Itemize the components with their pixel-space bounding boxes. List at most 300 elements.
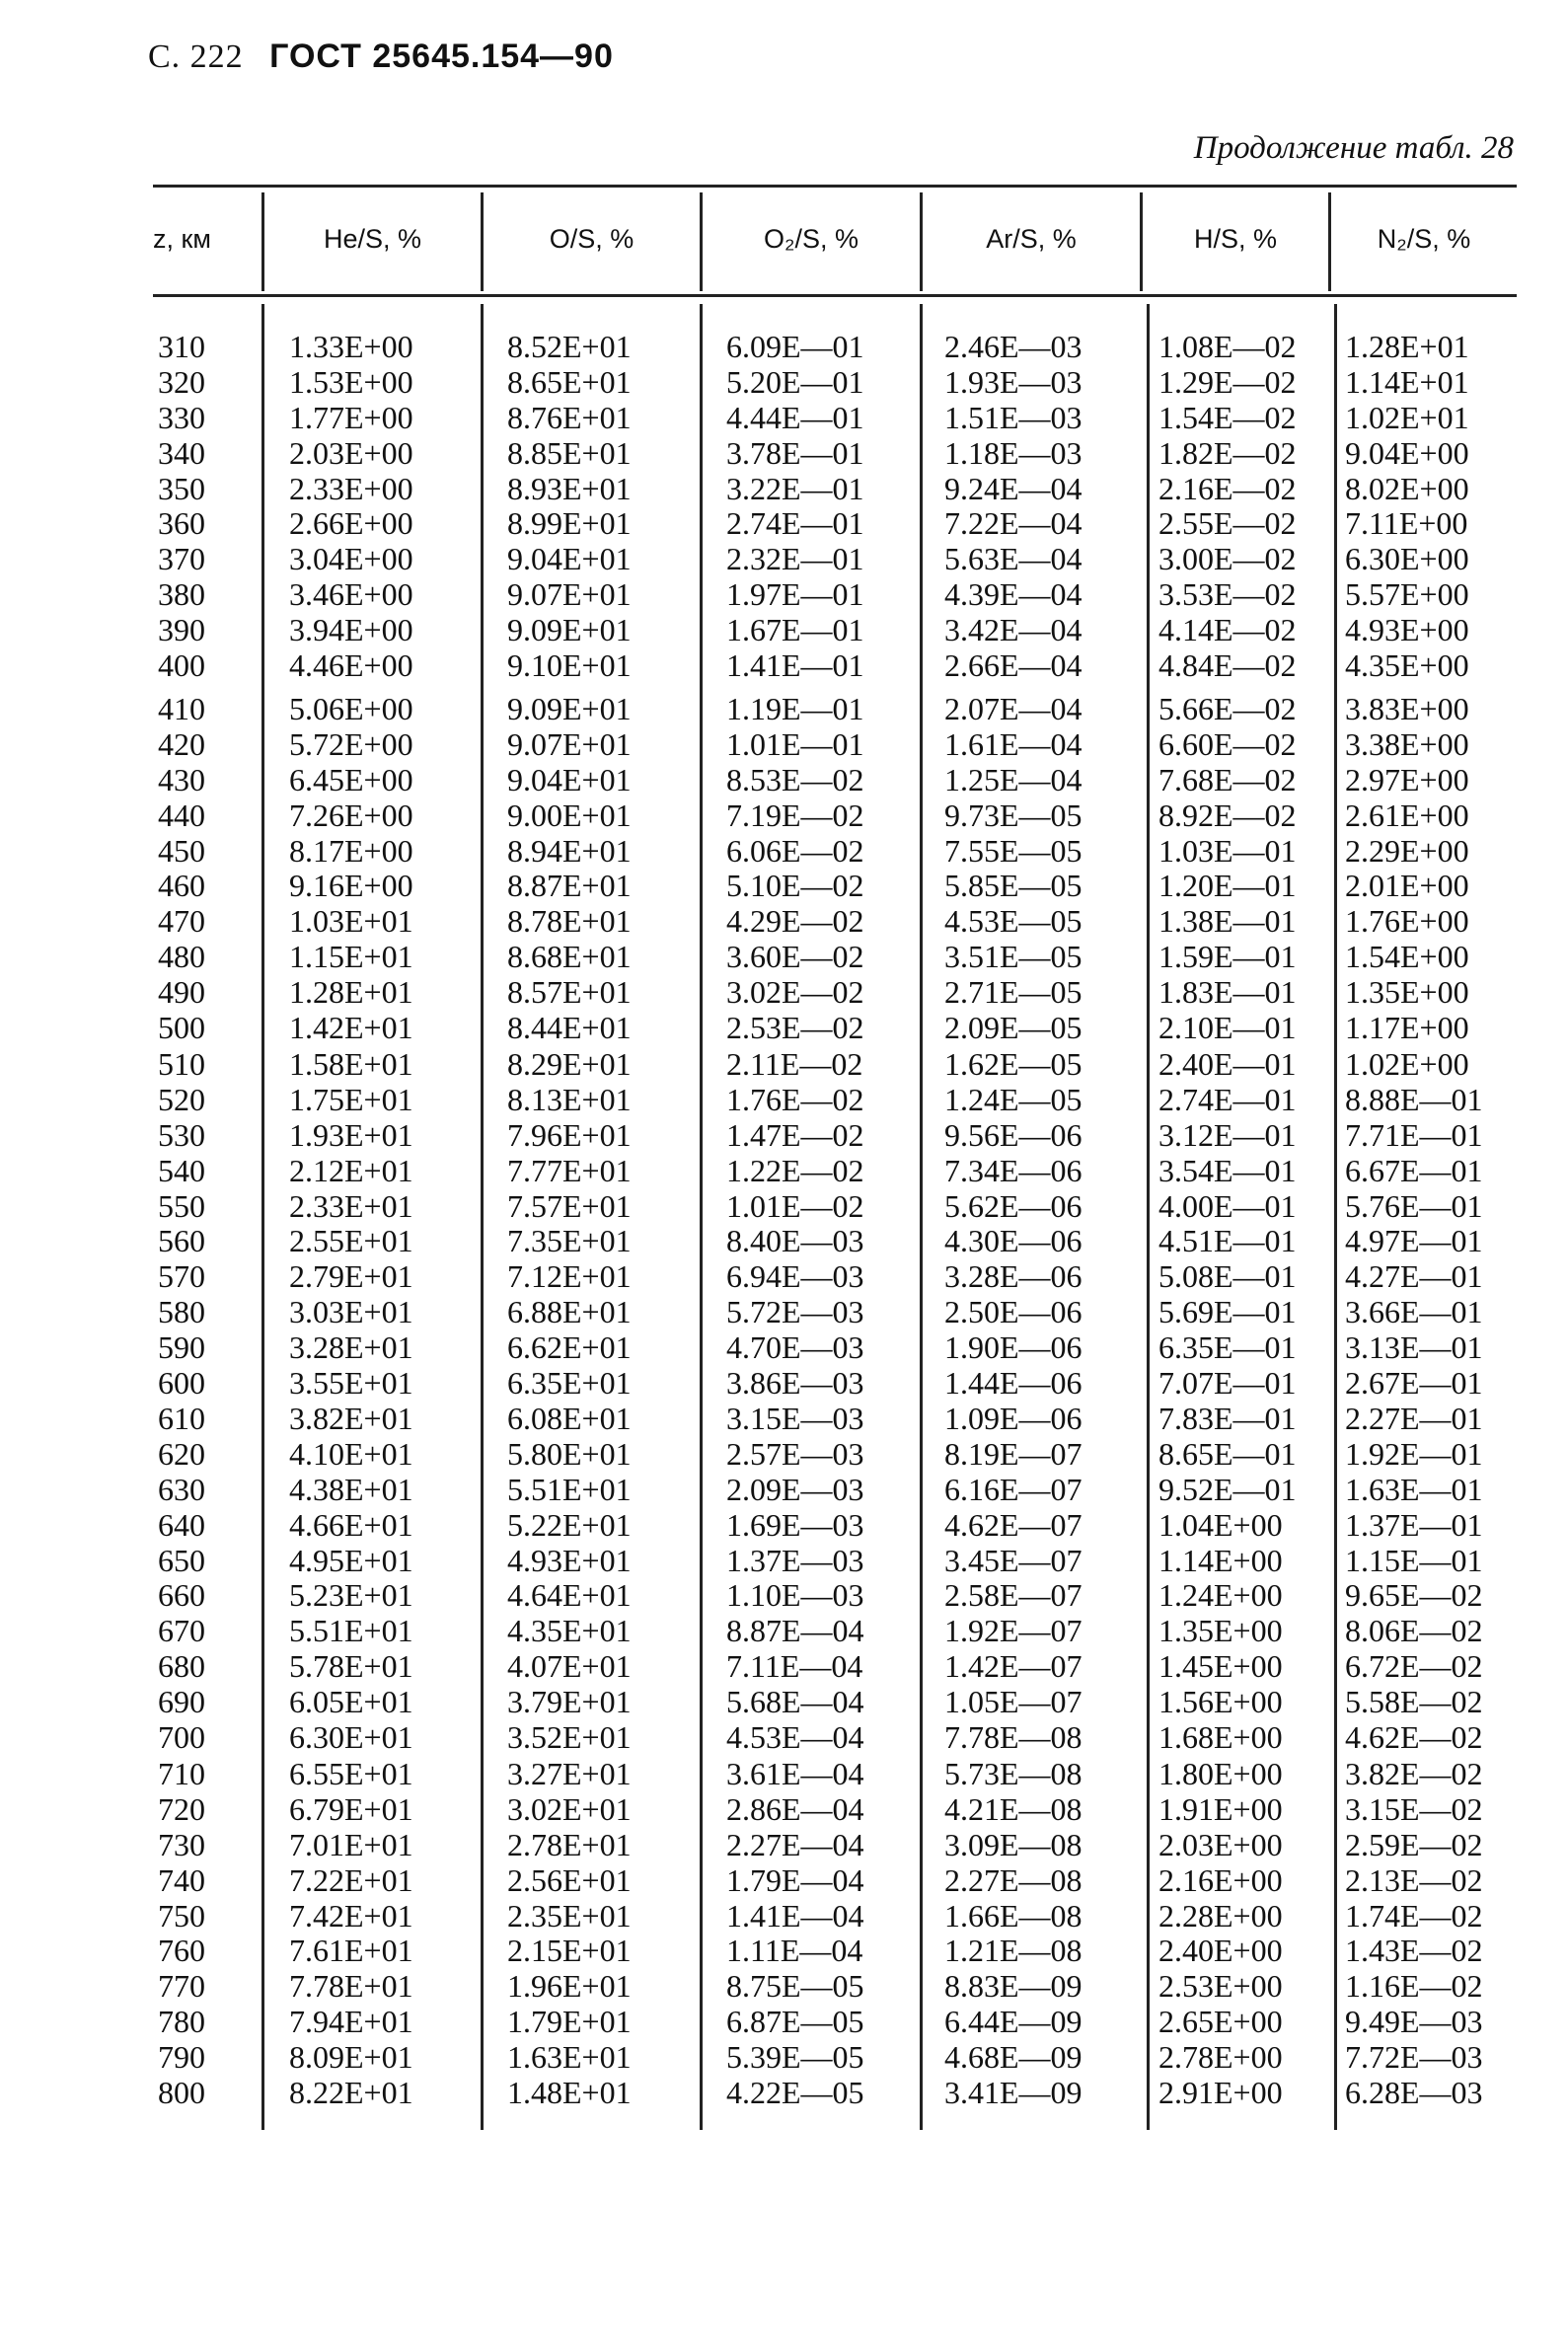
cell-h: 1.04E+00 [1158, 1506, 1283, 1543]
cell-h: 2.65E+00 [1158, 2004, 1283, 2040]
cell-altitude: 640 [158, 1506, 205, 1543]
cell-ar: 8.83E—09 [944, 1968, 1083, 2005]
cell-ar: 1.24E—05 [944, 1081, 1083, 1117]
cell-o: 1.63E+01 [507, 2039, 632, 2076]
cell-n2: 1.37E—01 [1345, 1506, 1483, 1543]
table-row [0, 1899, 1568, 1935]
cell-h: 2.55E—02 [1158, 505, 1297, 542]
cell-h: 2.74E—01 [1158, 1081, 1297, 1117]
cell-o: 9.10E+01 [507, 647, 632, 684]
table-row [0, 1792, 1568, 1828]
cell-h: 1.45E+00 [1158, 1648, 1283, 1685]
cell-h: 5.69E—01 [1158, 1294, 1297, 1330]
cell-altitude: 530 [158, 1116, 205, 1153]
cell-h: 4.00E—01 [1158, 1187, 1297, 1224]
cell-altitude: 610 [158, 1401, 205, 1436]
cell-h: 4.84E—02 [1158, 647, 1297, 684]
table-continuation-caption: Продолжение табл. 28 [1193, 130, 1514, 166]
cell-o2: 1.01E—01 [726, 725, 864, 762]
cell-ar: 2.66E—04 [944, 647, 1083, 684]
cell-he: 8.09E+01 [289, 2039, 413, 2076]
table-row [0, 940, 1568, 975]
cell-ar: 5.62E—06 [944, 1187, 1083, 1224]
table-row [0, 1437, 1568, 1473]
cell-h: 3.53E—02 [1158, 576, 1297, 613]
cell-o2: 1.01E—02 [726, 1187, 864, 1224]
cell-o2: 5.72E—03 [726, 1294, 864, 1330]
cell-o2: 2.27E—04 [726, 1826, 864, 1862]
cell-o2: 4.22E—05 [726, 2075, 864, 2111]
cell-he: 2.66E+00 [289, 505, 413, 542]
cell-o: 8.13E+01 [507, 1081, 632, 1117]
column-header-he: He/S, % [323, 224, 422, 254]
cell-altitude: 460 [158, 868, 205, 904]
cell-h: 5.08E—01 [1158, 1258, 1297, 1295]
cell-altitude: 670 [158, 1613, 205, 1649]
cell-n2: 1.54E+00 [1345, 939, 1469, 975]
table-row [0, 1720, 1568, 1756]
cell-o: 9.09E+01 [507, 612, 632, 648]
cell-n2: 2.29E+00 [1345, 832, 1469, 869]
cell-o2: 8.75E—05 [726, 1968, 864, 2005]
cell-he: 6.45E+00 [289, 761, 413, 797]
cell-n2: 8.06E—02 [1345, 1613, 1483, 1649]
cell-ar: 1.90E—06 [944, 1329, 1083, 1366]
cell-h: 1.59E—01 [1158, 939, 1297, 975]
table-row [0, 1259, 1568, 1295]
cell-h: 1.35E+00 [1158, 1613, 1283, 1649]
cell-altitude: 340 [158, 434, 205, 471]
cell-ar: 6.16E—07 [944, 1471, 1083, 1507]
cell-he: 2.12E+01 [289, 1152, 413, 1188]
cell-ar: 4.21E—08 [944, 1790, 1083, 1827]
cell-altitude: 360 [158, 505, 205, 542]
cell-o: 8.52E+01 [507, 329, 632, 364]
cell-o2: 5.10E—02 [726, 868, 864, 904]
cell-altitude: 570 [158, 1258, 205, 1295]
cell-ar: 2.58E—07 [944, 1577, 1083, 1614]
cell-he: 1.03E+01 [289, 903, 413, 940]
cell-o: 7.96E+01 [507, 1116, 632, 1153]
cell-altitude: 470 [158, 903, 205, 940]
cell-h: 2.03E+00 [1158, 1826, 1283, 1862]
cell-he: 1.53E+00 [289, 363, 413, 400]
cell-ar: 2.71E—05 [944, 974, 1083, 1011]
cell-ar: 3.42E—04 [944, 612, 1083, 648]
cell-o: 5.51E+01 [507, 1471, 632, 1507]
cell-he: 1.77E+00 [289, 399, 413, 435]
cell-n2: 4.93E+00 [1345, 612, 1469, 648]
cell-o: 5.22E+01 [507, 1506, 632, 1543]
table-row [0, 401, 1568, 436]
cell-h: 7.07E—01 [1158, 1365, 1297, 1402]
page-number: С. 222 [148, 38, 244, 75]
cell-n2: 2.61E+00 [1345, 797, 1469, 833]
cell-ar: 3.09E—08 [944, 1826, 1083, 1862]
cell-o: 8.29E+01 [507, 1046, 632, 1082]
table-row [0, 1685, 1568, 1720]
table-row [0, 330, 1568, 365]
cell-altitude: 630 [158, 1471, 205, 1507]
cell-n2: 8.02E+00 [1345, 470, 1469, 506]
cell-altitude: 620 [158, 1435, 205, 1472]
cell-he: 6.05E+01 [289, 1684, 413, 1720]
table-row [0, 1011, 1568, 1046]
cell-n2: 7.71E—01 [1345, 1116, 1483, 1153]
table-row [0, 834, 1568, 870]
cell-h: 2.16E+00 [1158, 1861, 1283, 1898]
table-row [0, 1330, 1568, 1366]
table-row [0, 542, 1568, 577]
table-row [0, 1154, 1568, 1189]
cell-o: 1.79E+01 [507, 2004, 632, 2040]
cell-o2: 2.53E—02 [726, 1010, 864, 1046]
table-row [0, 727, 1568, 763]
cell-he: 1.33E+00 [289, 329, 413, 364]
cell-n2: 1.17E+00 [1345, 1010, 1469, 1046]
cell-n2: 6.72E—02 [1345, 1648, 1483, 1685]
cell-he: 5.72E+00 [289, 725, 413, 762]
cell-altitude: 520 [158, 1081, 205, 1117]
cell-o: 8.44E+01 [507, 1010, 632, 1046]
standard-title: ГОСТ 25645.154—90 [269, 38, 614, 75]
cell-o2: 6.94E—03 [726, 1258, 864, 1295]
cell-he: 7.61E+01 [289, 1933, 413, 1969]
table-row [0, 1295, 1568, 1330]
cell-ar: 2.07E—04 [944, 691, 1083, 726]
cell-h: 2.78E+00 [1158, 2039, 1283, 2076]
cell-o: 4.64E+01 [507, 1577, 632, 1614]
cell-n2: 1.63E—01 [1345, 1471, 1483, 1507]
cell-ar: 4.62E—07 [944, 1506, 1083, 1543]
cell-o: 8.57E+01 [507, 974, 632, 1011]
cell-ar: 3.41E—09 [944, 2075, 1083, 2111]
cell-he: 7.01E+01 [289, 1826, 413, 1862]
cell-o: 6.62E+01 [507, 1329, 632, 1366]
cell-o: 9.07E+01 [507, 725, 632, 762]
cell-altitude: 680 [158, 1648, 205, 1685]
cell-n2: 4.62E—02 [1345, 1719, 1483, 1756]
cell-altitude: 500 [158, 1010, 205, 1046]
cell-he: 5.51E+01 [289, 1613, 413, 1649]
column-header-n2: N₂/S, % [1377, 224, 1471, 254]
cell-o2: 5.39E—05 [726, 2039, 864, 2076]
cell-he: 5.78E+01 [289, 1648, 413, 1685]
cell-ar: 2.27E—08 [944, 1861, 1083, 1898]
cell-o: 3.52E+01 [507, 1719, 632, 1756]
cell-he: 1.75E+01 [289, 1081, 413, 1117]
cell-n2: 2.59E—02 [1345, 1826, 1483, 1862]
cell-he: 2.33E+00 [289, 470, 413, 506]
cell-o2: 1.76E—02 [726, 1081, 864, 1117]
cell-n2: 1.35E+00 [1345, 974, 1469, 1011]
column-header-h: H/S, % [1193, 224, 1278, 254]
cell-he: 7.78E+01 [289, 1968, 413, 2005]
cell-o2: 4.29E—02 [726, 903, 864, 940]
cell-altitude: 720 [158, 1790, 205, 1827]
cell-o2: 2.74E—01 [726, 505, 864, 542]
cell-h: 3.00E—02 [1158, 541, 1297, 577]
cell-altitude: 450 [158, 832, 205, 869]
cell-ar: 7.34E—06 [944, 1152, 1083, 1188]
cell-he: 1.58E+01 [289, 1046, 413, 1082]
cell-altitude: 410 [158, 691, 205, 726]
cell-o: 1.48E+01 [507, 2075, 632, 2111]
cell-altitude: 750 [158, 1897, 205, 1934]
cell-n2: 1.02E+00 [1345, 1046, 1469, 1082]
cell-o2: 1.41E—04 [726, 1897, 864, 1934]
cell-n2: 1.14E+01 [1345, 363, 1469, 400]
cell-n2: 9.65E—02 [1345, 1577, 1483, 1614]
cell-h: 4.14E—02 [1158, 612, 1297, 648]
cell-h: 2.28E+00 [1158, 1897, 1283, 1934]
cell-o2: 8.40E—03 [726, 1223, 864, 1259]
cell-ar: 2.50E—06 [944, 1294, 1083, 1330]
cell-n2: 5.76E—01 [1345, 1187, 1483, 1224]
cell-ar: 3.45E—07 [944, 1542, 1083, 1578]
cell-o: 8.94E+01 [507, 832, 632, 869]
cell-altitude: 350 [158, 470, 205, 506]
cell-n2: 3.82E—02 [1345, 1756, 1483, 1791]
table-header-rule [153, 294, 1517, 297]
table-row [0, 904, 1568, 940]
cell-altitude: 420 [158, 725, 205, 762]
cell-o: 7.12E+01 [507, 1258, 632, 1295]
table-row [0, 1083, 1568, 1118]
cell-altitude: 330 [158, 399, 205, 435]
table-row [0, 1366, 1568, 1402]
cell-o: 8.93E+01 [507, 470, 632, 506]
cell-he: 6.79E+01 [289, 1790, 413, 1827]
cell-n2: 8.88E—01 [1345, 1081, 1483, 1117]
table-row [0, 1224, 1568, 1259]
cell-o: 2.15E+01 [507, 1933, 632, 1969]
cell-he: 3.46E+00 [289, 576, 413, 613]
cell-o: 8.85E+01 [507, 434, 632, 471]
cell-o2: 3.15E—03 [726, 1401, 864, 1436]
cell-ar: 1.09E—06 [944, 1401, 1083, 1436]
cell-h: 2.53E+00 [1158, 1968, 1283, 2005]
cell-n2: 1.74E—02 [1345, 1897, 1483, 1934]
cell-n2: 6.30E+00 [1345, 541, 1469, 577]
cell-he: 3.04E+00 [289, 541, 413, 577]
cell-n2: 2.97E+00 [1345, 761, 1469, 797]
cell-n2: 3.13E—01 [1345, 1329, 1483, 1366]
cell-he: 5.23E+01 [289, 1577, 413, 1614]
cell-he: 7.94E+01 [289, 2004, 413, 2040]
cell-o: 8.76E+01 [507, 399, 632, 435]
cell-h: 2.10E—01 [1158, 1010, 1297, 1046]
cell-he: 7.26E+00 [289, 797, 413, 833]
column-header-ar: Ar/S, % [986, 224, 1077, 254]
column-header-z: z, км [153, 224, 211, 254]
table-row [0, 1969, 1568, 2005]
cell-he: 4.10E+01 [289, 1435, 413, 1472]
cell-o: 9.07E+01 [507, 576, 632, 613]
cell-he: 4.38E+01 [289, 1471, 413, 1507]
cell-he: 1.93E+01 [289, 1116, 413, 1153]
cell-n2: 2.67E—01 [1345, 1365, 1483, 1402]
table-row [0, 2040, 1568, 2076]
cell-altitude: 730 [158, 1826, 205, 1862]
cell-o2: 3.22E—01 [726, 470, 864, 506]
cell-h: 2.16E—02 [1158, 470, 1297, 506]
table-row-group [0, 330, 1568, 684]
table-row [0, 648, 1568, 684]
cell-o2: 6.06E—02 [726, 832, 864, 869]
table-row [0, 1757, 1568, 1792]
cell-o: 1.96E+01 [507, 1968, 632, 2005]
cell-o: 9.00E+01 [507, 797, 632, 833]
cell-ar: 2.46E—03 [944, 329, 1083, 364]
cell-o2: 2.86E—04 [726, 1790, 864, 1827]
cell-n2: 3.15E—02 [1345, 1790, 1483, 1827]
table-row [0, 2076, 1568, 2111]
cell-o: 8.78E+01 [507, 903, 632, 940]
cell-h: 6.35E—01 [1158, 1329, 1297, 1366]
cell-n2: 6.28E—03 [1345, 2075, 1483, 2111]
cell-h: 1.03E—01 [1158, 832, 1297, 869]
cell-ar: 1.05E—07 [944, 1684, 1083, 1720]
cell-altitude: 710 [158, 1756, 205, 1791]
cell-he: 4.66E+01 [289, 1506, 413, 1543]
table-row [0, 1934, 1568, 1969]
cell-altitude: 650 [158, 1542, 205, 1578]
cell-n2: 2.13E—02 [1345, 1861, 1483, 1898]
cell-n2: 1.92E—01 [1345, 1435, 1483, 1472]
page-header [148, 38, 614, 76]
cell-ar: 1.44E—06 [944, 1365, 1083, 1402]
cell-ar: 1.61E—04 [944, 725, 1083, 762]
cell-he: 1.28E+01 [289, 974, 413, 1011]
cell-n2: 1.02E+01 [1345, 399, 1469, 435]
cell-ar: 7.22E—04 [944, 505, 1083, 542]
cell-o2: 1.19E—01 [726, 691, 864, 726]
cell-n2: 4.27E—01 [1345, 1258, 1483, 1295]
cell-o: 8.65E+01 [507, 363, 632, 400]
cell-o: 6.88E+01 [507, 1294, 632, 1330]
cell-h: 1.24E+00 [1158, 1577, 1283, 1614]
cell-he: 3.82E+01 [289, 1401, 413, 1436]
cell-h: 1.91E+00 [1158, 1790, 1283, 1827]
cell-altitude: 310 [158, 329, 205, 364]
cell-o: 7.77E+01 [507, 1152, 632, 1188]
cell-he: 3.55E+01 [289, 1365, 413, 1402]
cell-h: 6.60E—02 [1158, 725, 1297, 762]
cell-o: 4.93E+01 [507, 1542, 632, 1578]
cell-ar: 3.28E—06 [944, 1258, 1083, 1295]
cell-altitude: 760 [158, 1933, 205, 1969]
cell-ar: 1.93E—03 [944, 363, 1083, 400]
cell-he: 9.16E+00 [289, 868, 413, 904]
cell-ar: 1.66E—08 [944, 1897, 1083, 1934]
table-row [0, 763, 1568, 798]
cell-o: 9.04E+01 [507, 541, 632, 577]
cell-n2: 7.72E—03 [1345, 2039, 1483, 2076]
cell-h: 2.91E+00 [1158, 2075, 1283, 2111]
cell-he: 2.79E+01 [289, 1258, 413, 1295]
cell-he: 2.55E+01 [289, 1223, 413, 1259]
cell-o2: 4.53E—04 [726, 1719, 864, 1756]
cell-he: 2.03E+00 [289, 434, 413, 471]
cell-h: 1.54E—02 [1158, 399, 1297, 435]
cell-h: 1.38E—01 [1158, 903, 1297, 940]
cell-n2: 9.04E+00 [1345, 434, 1469, 471]
table-row [0, 2005, 1568, 2040]
cell-he: 8.17E+00 [289, 832, 413, 869]
cell-n2: 7.11E+00 [1345, 505, 1468, 542]
cell-altitude: 540 [158, 1152, 205, 1188]
cell-o: 3.27E+01 [507, 1756, 632, 1791]
cell-o2: 1.69E—03 [726, 1506, 864, 1543]
cell-o: 3.02E+01 [507, 1790, 632, 1827]
cell-h: 3.12E—01 [1158, 1116, 1297, 1153]
cell-h: 3.54E—01 [1158, 1152, 1297, 1188]
cell-he: 8.22E+01 [289, 2075, 413, 2111]
cell-o: 7.35E+01 [507, 1223, 632, 1259]
table-row [0, 577, 1568, 613]
cell-he: 4.95E+01 [289, 1542, 413, 1578]
cell-altitude: 510 [158, 1046, 205, 1082]
cell-o2: 8.53E—02 [726, 761, 864, 797]
cell-o2: 4.44E—01 [726, 399, 864, 435]
table-row [0, 506, 1568, 542]
cell-h: 1.20E—01 [1158, 868, 1297, 904]
table-row [0, 1118, 1568, 1154]
cell-he: 1.42E+01 [289, 1010, 413, 1046]
table-row [0, 1828, 1568, 1863]
cell-h: 1.14E+00 [1158, 1542, 1283, 1578]
table-row [0, 613, 1568, 648]
cell-o2: 1.10E—03 [726, 1577, 864, 1614]
cell-o2: 2.57E—03 [726, 1435, 864, 1472]
cell-o2: 6.87E—05 [726, 2004, 864, 2040]
cell-h: 8.65E—01 [1158, 1435, 1297, 1472]
cell-o2: 3.60E—02 [726, 939, 864, 975]
cell-altitude: 490 [158, 974, 205, 1011]
cell-o: 2.35E+01 [507, 1897, 632, 1934]
cell-altitude: 740 [158, 1861, 205, 1898]
cell-h: 1.08E—02 [1158, 329, 1297, 364]
table-row-group [0, 692, 1568, 1046]
cell-o: 2.56E+01 [507, 1861, 632, 1898]
cell-ar: 5.63E—04 [944, 541, 1083, 577]
cell-o2: 4.70E—03 [726, 1329, 864, 1366]
cell-h: 1.80E+00 [1158, 1756, 1283, 1791]
cell-o2: 1.22E—02 [726, 1152, 864, 1188]
cell-ar: 1.25E—04 [944, 761, 1083, 797]
cell-ar: 9.73E—05 [944, 797, 1083, 833]
cell-altitude: 700 [158, 1719, 205, 1756]
table-row [0, 975, 1568, 1011]
table-row-group [0, 1402, 1568, 1756]
cell-altitude: 320 [158, 363, 205, 400]
cell-altitude: 770 [158, 1968, 205, 2005]
cell-ar: 4.30E—06 [944, 1223, 1083, 1259]
cell-ar: 6.44E—09 [944, 2004, 1083, 2040]
cell-o: 4.07E+01 [507, 1648, 632, 1685]
cell-o: 8.68E+01 [507, 939, 632, 975]
cell-he: 2.33E+01 [289, 1187, 413, 1224]
cell-altitude: 370 [158, 541, 205, 577]
table-row [0, 1578, 1568, 1614]
cell-he: 1.15E+01 [289, 939, 413, 975]
cell-n2: 1.16E—02 [1345, 1968, 1483, 2005]
cell-n2: 5.58E—02 [1345, 1684, 1483, 1720]
cell-altitude: 480 [158, 939, 205, 975]
cell-o: 6.35E+01 [507, 1365, 632, 1402]
cell-altitude: 380 [158, 576, 205, 613]
